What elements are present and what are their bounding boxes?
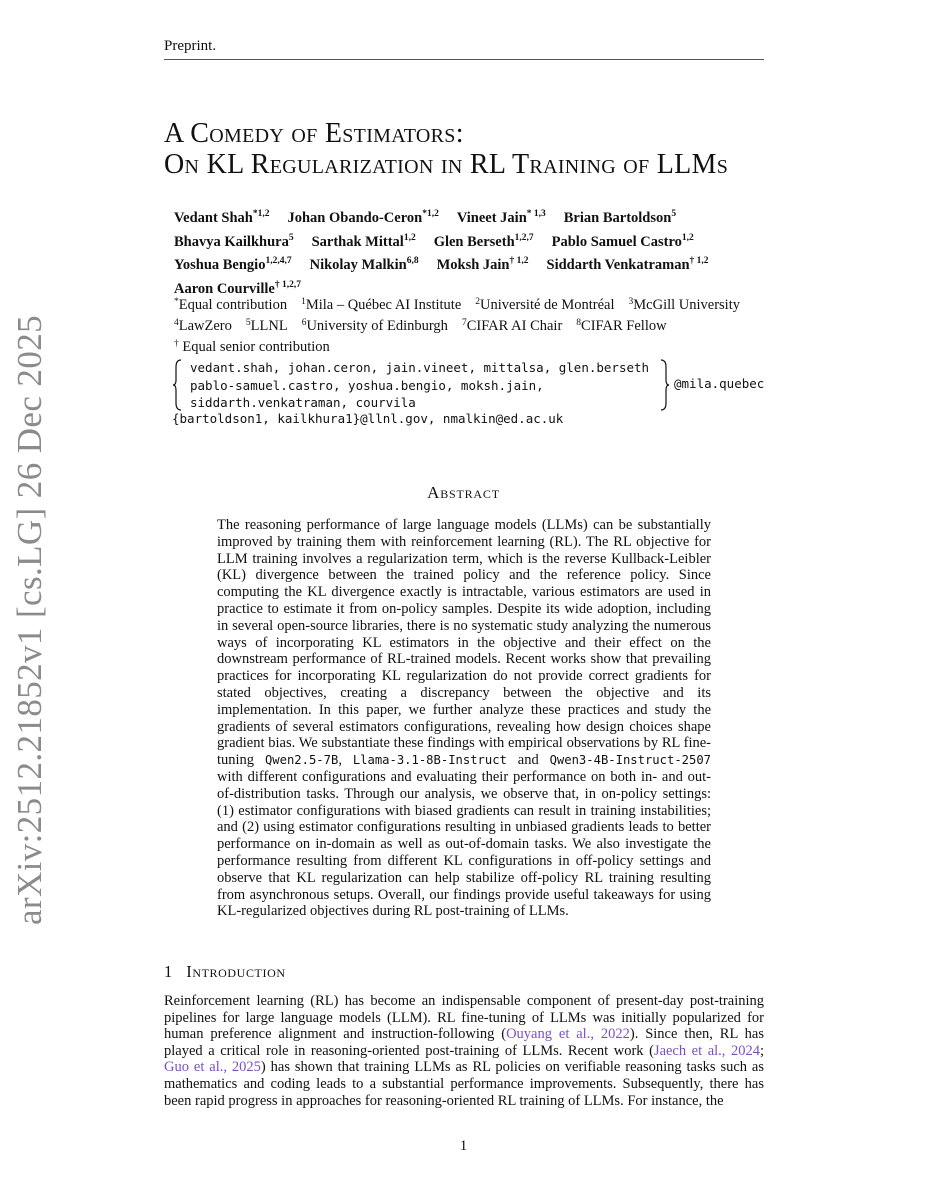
author-row <box>174 205 774 229</box>
author: Vineet Jain$^{* 1,3}$ <box>456 209 546 226</box>
citation-link[interactable]: Ouyang et al., 2022 <box>506 1026 630 1043</box>
title-line-1: A Comedy of Estimators: <box>164 118 464 149</box>
email-line: {bartoldson1, kailkhura1}@llnl.gov, nmalkin@ed.ac.uk <box>172 411 564 426</box>
author-row <box>174 252 774 276</box>
affiliation-item: $^1$Mila – Québec AI Institute <box>301 297 462 313</box>
affiliation-item: $^8$CIFAR Fellow <box>576 318 667 334</box>
section-heading <box>164 962 286 982</box>
affiliation-item: $^3$McGill University <box>628 297 740 313</box>
running-header: Preprint. <box>164 38 217 54</box>
author: Glen Berseth$^{1,2,7}$ <box>433 232 534 250</box>
citation-link[interactable]: Jaech et al., 2024 <box>653 1042 760 1059</box>
author: Nikolay Malkin$^{6,8}$ <box>309 256 419 273</box>
citation-link[interactable]: Guo et al., 2025 <box>164 1059 261 1076</box>
email-line: siddarth.venkatraman, courvila <box>190 395 416 410</box>
author: Vedant Shah$^{*1,2}$ <box>174 209 270 226</box>
affiliation-item: $^2$Université de Montréal <box>475 297 615 313</box>
author: Moksh Jain$^{\dagger 1,2}$ <box>436 256 529 273</box>
author: Sarthak Mittal$^{1,2}$ <box>311 232 416 250</box>
affiliations <box>174 293 774 356</box>
email-line: pablo-samuel.castro, yoshua.bengio, moksh.jain, <box>190 377 544 393</box>
abstract-body: The reasoning performance of large language models (LLMs) can be substantially improved by training them with reinforcement learning (RL). The RL objective for LLM training involves a regularization term, which is the reverse Kullback-Leibler (KL) divergence between the trained policy and the reference policy. Since computing the KL divergence exactly is intractable, various estimators are used in practice to estimate it from on-policy samples. Despite its wide adoption, including in several open-source libraries, there is no systematic study analyzing the numerous ways of incorporating KL estimators in the objective and their effect on the downstream performance of RL-trained models. Recent works show that prevailing practices for incorporating KL regularization do not provide correct gradients for stated objectives, creating a discrepancy between the objective and its implementation. In this paper, we further analyze these practices and study the gradients of several estimators configurations, revealing how design choices shape gradient bias. We substantiate these findings with empirical observations by RL fine-tuning Qwen2.5-7B, Llama-3.1-8B-Instruct and Qwen3-4B-Instruct-2507 with different configurations and evaluating their performance on both in- and out-of-distribution tasks. Through our analysis, we observe that, in on-policy settings: (1) estimator configurations with biased gradients can result in training instabilities; and (2) using estimator configurations resulting in unbiased gradients leads to better performance on in-domain as well as out-of-domain tasks. We also investigate the performance resulting from different KL configurations in off-policy settings and observe that KL regularization can help stabilize off-policy RL training resulting from asynchronous setups. Overall, our findings provide useful takeaways for using KL-regularized objectives during RL post-training of LLMs. <box>217 517 712 920</box>
email-line: vedant.shah, johan.ceron, jain.vineet, mittalsa, glen.berseth <box>190 360 650 375</box>
author: Aaron Courville$^{\dagger 1,2,7}$ <box>174 279 301 297</box>
affiliation-line <box>174 314 774 335</box>
introduction-paragraph: Reinforcement learning (RL) has become an indispensable component of present-day post-training pipelines for large language models (LLM). RL fine-tuning of LLMs was initially popularized for human preference alignment and instruction-following (Ouyang et al., 2022). Since then, RL has played a critical role in reasoning-oriented post-training of LLMs. Recent work (Jaech et al., 2024; Guo et al., 2025) has shown that training LLMs as RL policies on verifiable reasoning tasks such as mathematics and coding leads to a substantial performance improvements. Subsequently, there has been rapid progress in approaches for reasoning-oriented RL training of LLMs. For instance, the <box>164 993 765 1109</box>
author: Pablo Samuel Castro$^{1,2}$ <box>551 232 694 250</box>
author: Brian Bartoldson$^5$ <box>563 209 677 226</box>
header-rule <box>164 59 764 60</box>
model-name: Qwen3-4B-Instruct-2507 <box>549 753 712 768</box>
affiliation-item: *Equal contribution <box>174 297 288 313</box>
affiliation-item: $^5$LLNL <box>245 318 288 334</box>
left-brace-icon <box>172 359 182 411</box>
email-lines <box>190 359 649 412</box>
paper-title <box>164 118 784 180</box>
abstract-heading: Abstract <box>427 483 500 502</box>
author: Bhavya Kailkhura$^5$ <box>174 232 294 250</box>
model-name: Llama-3.1-8B-Instruct <box>352 753 507 768</box>
author: Yoshua Bengio$^{1,2,4,7}$ <box>174 256 292 273</box>
arxiv-identifier: arXiv:2512.21852v1 [cs.LG] 26 Dec 2025 <box>10 314 49 926</box>
author: Siddarth Venkatraman$^{\dagger 1,2}$ <box>546 256 709 273</box>
email-domain: @mila.quebec <box>674 376 765 391</box>
section-title: Introduction <box>186 962 286 981</box>
affiliation-item: $^6$University of Edinburgh <box>301 318 448 334</box>
affiliation-line <box>174 293 774 314</box>
author-list <box>174 205 774 299</box>
author-row <box>174 229 774 253</box>
section-number: 1 <box>164 962 173 981</box>
right-brace-icon <box>660 359 670 411</box>
model-name: Qwen2.5-7B <box>264 753 339 768</box>
affiliation-line: † Equal senior contribution <box>174 339 330 355</box>
author: Johan Obando-Ceron$^{*1,2}$ <box>287 209 439 226</box>
title-line-2: On KL Regularization in RL Training of LLMs <box>164 149 729 180</box>
page-number: 1 <box>459 1138 468 1154</box>
affiliation-item: $^7$CIFAR AI Chair <box>461 318 563 334</box>
arxiv-side-stamp <box>2 314 58 926</box>
affiliation-item: $^4$LawZero <box>174 318 232 334</box>
